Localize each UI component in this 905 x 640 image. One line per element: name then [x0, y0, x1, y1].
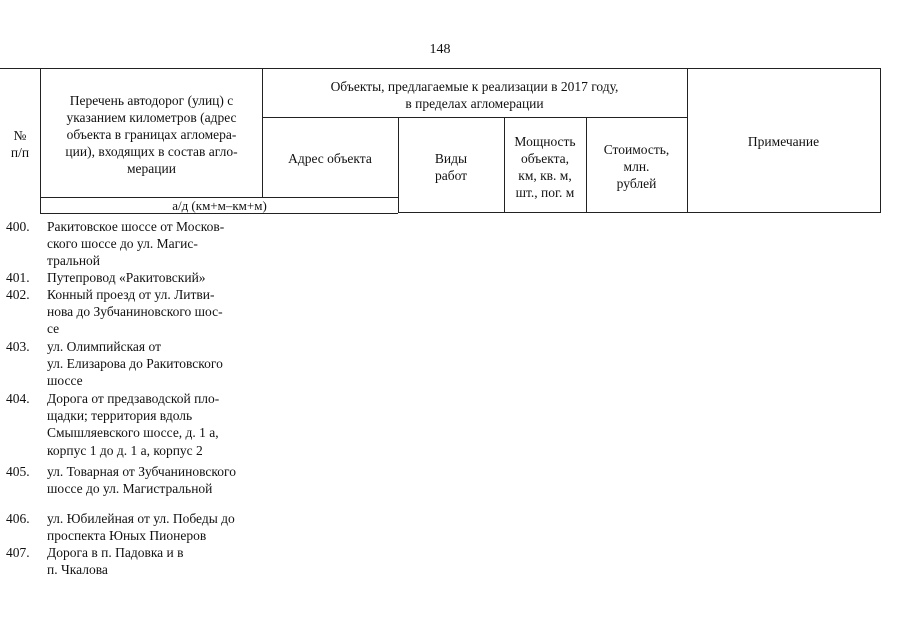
header-address: Адрес объекта — [288, 151, 372, 166]
header-works: Виды работ — [434, 151, 468, 183]
page-number: 148 — [429, 42, 451, 57]
table-header — [0, 0, 905, 216]
header-cost: Стоимость, млн. рублей — [603, 142, 670, 191]
header-note: Примечание — [747, 134, 820, 149]
header-capacity: Мощность объекта, км, кв. м, шт., пог. м — [514, 134, 576, 200]
header-num: № п/п — [10, 128, 30, 160]
header-roads: Перечень автодорог (улиц) с указанием километров (адрес объекта в границах агломера- ции), входящих в состав агло- мерации — [65, 93, 238, 176]
header-roads-unit: а/д (км+м–км+м) — [172, 198, 267, 213]
header-objects-group: Объекты, предлагаемые к реализации в 2017 году, в пределах агломерации — [330, 79, 619, 111]
